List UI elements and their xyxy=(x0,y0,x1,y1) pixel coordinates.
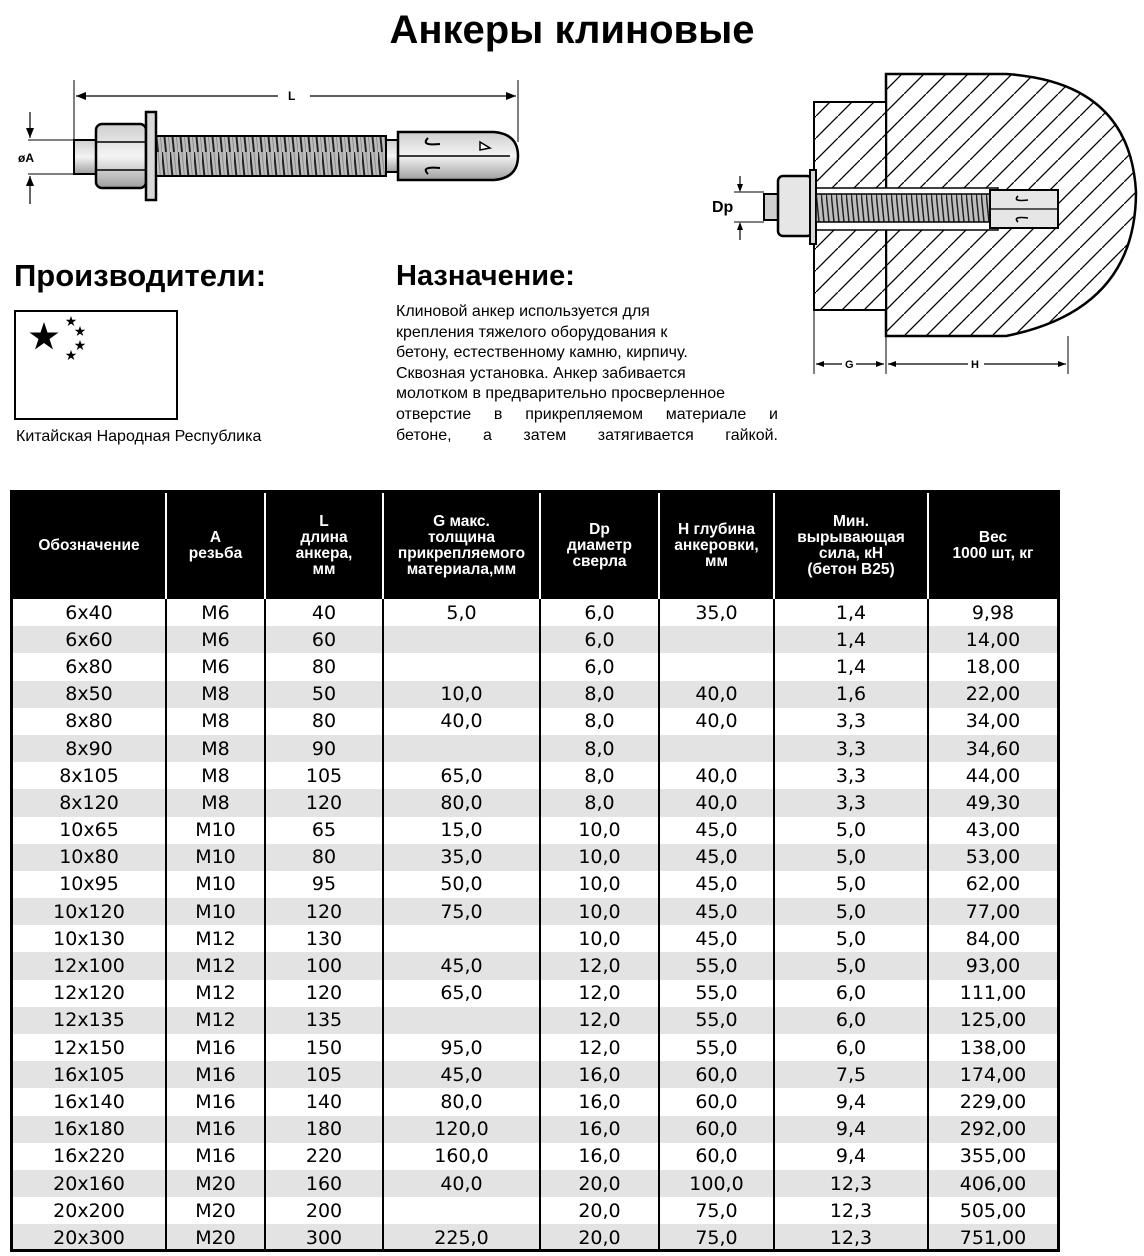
table-cell: 125,00 xyxy=(928,1007,1057,1034)
table-cell: 6,0 xyxy=(540,626,659,653)
table-cell: 160 xyxy=(265,1170,383,1197)
table-cell: 5,0 xyxy=(774,925,928,952)
table-cell: 49,30 xyxy=(928,789,1057,816)
table-cell: 225,0 xyxy=(383,1224,540,1251)
table-cell: 8x80 xyxy=(13,708,166,735)
purpose-line: молотком в предварительно просверленное xyxy=(396,385,726,403)
purpose-line: бетону, естественному камню, кирпичу. xyxy=(396,344,688,362)
table-cell: 10x120 xyxy=(13,898,166,925)
table-row xyxy=(13,735,1057,762)
table-cell: 20,0 xyxy=(540,1224,659,1251)
table-cell: M16 xyxy=(166,1061,265,1088)
table-cell: 35,0 xyxy=(383,844,540,871)
table-cell: 40,0 xyxy=(659,681,774,708)
table-cell: 95 xyxy=(265,871,383,898)
column-header: Мин. вырывающая сила, кН (бетон В25) xyxy=(774,493,928,599)
table-cell xyxy=(659,626,774,653)
table-cell: 16x140 xyxy=(13,1088,166,1115)
purpose-line: крепления тяжелого оборудования к xyxy=(396,323,668,341)
table-cell: M16 xyxy=(166,1143,265,1170)
table-cell: 8x50 xyxy=(13,681,166,708)
table-cell: 16x105 xyxy=(13,1061,166,1088)
table-cell: 12x120 xyxy=(13,980,166,1007)
table-cell: M12 xyxy=(166,925,265,952)
table-cell: 8,0 xyxy=(540,789,659,816)
table-row xyxy=(13,1034,1057,1061)
table-cell xyxy=(383,1007,540,1034)
table-cell: 1,4 xyxy=(774,653,928,680)
table-cell: 60 xyxy=(265,626,383,653)
table-cell: 111,00 xyxy=(928,980,1057,1007)
table-cell: 45,0 xyxy=(383,1061,540,1088)
table-cell: 9,4 xyxy=(774,1116,928,1143)
table-cell: 1,4 xyxy=(774,599,928,626)
table-cell: 75,0 xyxy=(659,1197,774,1224)
table-cell: 65,0 xyxy=(383,980,540,1007)
purpose-line: Клиновой анкер используется для xyxy=(396,303,650,320)
column-header: А резьба xyxy=(166,493,265,599)
page-title: Анкеры клиновые xyxy=(389,8,755,52)
table-cell: 40,0 xyxy=(659,708,774,735)
table-cell: M12 xyxy=(166,952,265,979)
table-cell: 60,0 xyxy=(659,1088,774,1115)
manufacturers-heading: Производители: xyxy=(14,258,267,293)
table-cell xyxy=(383,653,540,680)
table-cell: 34,00 xyxy=(928,708,1057,735)
table-cell: 9,98 xyxy=(928,599,1057,626)
table-row xyxy=(13,1088,1057,1115)
table-cell: 12,3 xyxy=(774,1170,928,1197)
table-cell: 3,3 xyxy=(774,708,928,735)
table-cell: 44,00 xyxy=(928,762,1057,789)
table-cell: 6x40 xyxy=(13,599,166,626)
purpose-text xyxy=(396,302,778,446)
table-cell: 5,0 xyxy=(774,898,928,925)
table-cell: 90 xyxy=(265,735,383,762)
table-cell: 100 xyxy=(265,952,383,979)
table-cell: 84,00 xyxy=(928,925,1057,952)
table-cell: 14,00 xyxy=(928,626,1057,653)
table-row xyxy=(13,1143,1057,1170)
table-cell: M10 xyxy=(166,898,265,925)
table-row xyxy=(13,708,1057,735)
table-cell: 10x65 xyxy=(13,817,166,844)
table-cell: 18,00 xyxy=(928,653,1057,680)
specs-table xyxy=(10,490,1060,1252)
table-cell: M16 xyxy=(166,1034,265,1061)
table-cell: 12,0 xyxy=(540,952,659,979)
table-cell: 5,0 xyxy=(774,871,928,898)
table-cell: 75,0 xyxy=(383,898,540,925)
table-row xyxy=(13,762,1057,789)
table-row xyxy=(13,626,1057,653)
length-label: L xyxy=(288,89,296,103)
table-cell: 12,3 xyxy=(774,1224,928,1251)
table-cell xyxy=(383,1197,540,1224)
table-row xyxy=(13,653,1057,680)
anchor-bolt-diagram xyxy=(10,72,530,212)
table-cell: 8,0 xyxy=(540,681,659,708)
table-cell: M10 xyxy=(166,844,265,871)
table-cell: 80 xyxy=(265,708,383,735)
table-cell: 138,00 xyxy=(928,1034,1057,1061)
table-cell xyxy=(659,653,774,680)
column-header: Dp диаметр сверла xyxy=(540,493,659,599)
table-cell: 20x200 xyxy=(13,1197,166,1224)
table-cell: 40,0 xyxy=(383,708,540,735)
table-row xyxy=(13,898,1057,925)
table-cell: 80 xyxy=(265,653,383,680)
table-cell: 8x90 xyxy=(13,735,166,762)
table-cell: 9,4 xyxy=(774,1143,928,1170)
table-cell: M20 xyxy=(166,1170,265,1197)
table-cell: 8x105 xyxy=(13,762,166,789)
table-cell: 12x100 xyxy=(13,952,166,979)
table-cell: 180 xyxy=(265,1116,383,1143)
table-cell: M8 xyxy=(166,681,265,708)
table-row xyxy=(13,1170,1057,1197)
table-cell: 50,0 xyxy=(383,871,540,898)
table-cell: 45,0 xyxy=(383,952,540,979)
table-cell: 95,0 xyxy=(383,1034,540,1061)
column-header: Обозначение xyxy=(13,493,166,599)
table-row xyxy=(13,817,1057,844)
table-cell: 8,0 xyxy=(540,708,659,735)
table-cell: 120 xyxy=(265,789,383,816)
table-cell: 10x95 xyxy=(13,871,166,898)
table-cell: 16,0 xyxy=(540,1143,659,1170)
china-flag-icon xyxy=(14,310,178,420)
table-cell: M8 xyxy=(166,762,265,789)
table-cell: 9,4 xyxy=(774,1088,928,1115)
table-cell: 12,0 xyxy=(540,1007,659,1034)
table-cell: 45,0 xyxy=(659,844,774,871)
table-cell: 6,0 xyxy=(774,1007,928,1034)
table-cell: 1,6 xyxy=(774,681,928,708)
table-cell: 200 xyxy=(265,1197,383,1224)
table-cell: 40,0 xyxy=(659,789,774,816)
table-cell: 53,00 xyxy=(928,844,1057,871)
table-cell: 10,0 xyxy=(540,871,659,898)
table-row xyxy=(13,980,1057,1007)
g-label: G xyxy=(845,359,854,371)
purpose-line: бетоне, а затем затягивается гайкой. xyxy=(396,426,778,444)
table-cell: 100,0 xyxy=(659,1170,774,1197)
table-cell: 406,00 xyxy=(928,1170,1057,1197)
table-cell: 10x80 xyxy=(13,844,166,871)
purpose-line: Сквозная установка. Анкер забивается xyxy=(396,364,686,382)
table-row xyxy=(13,789,1057,816)
table-row xyxy=(13,1116,1057,1143)
table-cell: 35,0 xyxy=(659,599,774,626)
table-cell: 220 xyxy=(265,1143,383,1170)
table-cell: 160,0 xyxy=(383,1143,540,1170)
table-cell: 65,0 xyxy=(383,762,540,789)
table-cell: 6x80 xyxy=(13,653,166,680)
drill-label: Dp xyxy=(712,199,734,216)
table-cell: 505,00 xyxy=(928,1197,1057,1224)
table-cell: 10,0 xyxy=(540,844,659,871)
table-cell: 12x135 xyxy=(13,1007,166,1034)
table-cell: 20,0 xyxy=(540,1197,659,1224)
table-cell: 60,0 xyxy=(659,1143,774,1170)
table-cell: 40,0 xyxy=(659,762,774,789)
table-cell: 3,3 xyxy=(774,762,928,789)
h-label: H xyxy=(971,359,979,371)
table-cell: 229,00 xyxy=(928,1088,1057,1115)
table-cell: 55,0 xyxy=(659,1034,774,1061)
purpose-line: отверстие в прикрепляемом материале и xyxy=(396,405,778,423)
table-row xyxy=(13,844,1057,871)
table-cell xyxy=(383,626,540,653)
table-cell: 45,0 xyxy=(659,871,774,898)
table-cell: 75,0 xyxy=(659,1224,774,1251)
table-cell: 5,0 xyxy=(774,817,928,844)
table-cell: 5,0 xyxy=(774,844,928,871)
table-cell: 55,0 xyxy=(659,1007,774,1034)
table-cell: 6,0 xyxy=(540,599,659,626)
table-cell: 135 xyxy=(265,1007,383,1034)
table-cell: 6,0 xyxy=(774,980,928,1007)
table-cell: 10,0 xyxy=(540,898,659,925)
table-row xyxy=(13,1224,1057,1251)
table-row xyxy=(13,681,1057,708)
table-cell: 355,00 xyxy=(928,1143,1057,1170)
manufacturer-country: Китайская Народная Республика xyxy=(16,428,262,445)
table-cell: 20x300 xyxy=(13,1224,166,1251)
table-cell: M16 xyxy=(166,1116,265,1143)
table-cell: 16x180 xyxy=(13,1116,166,1143)
table-cell: 12,0 xyxy=(540,980,659,1007)
table-cell xyxy=(383,735,540,762)
table-cell: 150 xyxy=(265,1034,383,1061)
table-cell: 15,0 xyxy=(383,817,540,844)
column-header: L длина анкера, мм xyxy=(265,493,383,599)
table-cell: 77,00 xyxy=(928,898,1057,925)
table-row xyxy=(13,952,1057,979)
table-cell: 10x130 xyxy=(13,925,166,952)
table-cell: 8x120 xyxy=(13,789,166,816)
table-cell: 65 xyxy=(265,817,383,844)
table-cell: 16,0 xyxy=(540,1061,659,1088)
table-cell: 8,0 xyxy=(540,735,659,762)
table-cell: 93,00 xyxy=(928,952,1057,979)
table-cell: 45,0 xyxy=(659,925,774,952)
table-row xyxy=(13,871,1057,898)
column-header: G макс. толщина прикрепляемого материала,мм xyxy=(383,493,540,599)
column-header: Н глубина анкеровки, мм xyxy=(659,493,774,599)
table-row xyxy=(13,1061,1057,1088)
table-cell: 105 xyxy=(265,1061,383,1088)
table-cell xyxy=(383,925,540,952)
table-cell: 60,0 xyxy=(659,1061,774,1088)
table-cell: 120 xyxy=(265,898,383,925)
table-cell: 174,00 xyxy=(928,1061,1057,1088)
table-cell: 16,0 xyxy=(540,1088,659,1115)
table-cell: M20 xyxy=(166,1197,265,1224)
table-cell: 130 xyxy=(265,925,383,952)
table-cell: 80,0 xyxy=(383,1088,540,1115)
table-cell: 10,0 xyxy=(383,681,540,708)
table-cell: 34,60 xyxy=(928,735,1057,762)
table-cell: M10 xyxy=(166,817,265,844)
table-cell: 16x220 xyxy=(13,1143,166,1170)
table-cell: 80,0 xyxy=(383,789,540,816)
table-cell: 22,00 xyxy=(928,681,1057,708)
table-cell: M8 xyxy=(166,708,265,735)
table-cell: 8,0 xyxy=(540,762,659,789)
table-cell: M10 xyxy=(166,871,265,898)
table-cell: 43,00 xyxy=(928,817,1057,844)
table-cell: 105 xyxy=(265,762,383,789)
diameter-label: øA xyxy=(18,151,34,165)
table-cell: 55,0 xyxy=(659,980,774,1007)
table-cell: 40,0 xyxy=(383,1170,540,1197)
table-cell: M12 xyxy=(166,980,265,1007)
column-header: Вес 1000 шт, кг xyxy=(928,493,1057,599)
table-cell: 50 xyxy=(265,681,383,708)
table-cell: 300 xyxy=(265,1224,383,1251)
table-cell: M16 xyxy=(166,1088,265,1115)
table-cell xyxy=(659,735,774,762)
table-row xyxy=(13,1197,1057,1224)
table-cell: 5,0 xyxy=(774,952,928,979)
table-cell: M6 xyxy=(166,653,265,680)
table-header-row xyxy=(13,493,1057,599)
table-cell: 20x160 xyxy=(13,1170,166,1197)
table-cell: 751,00 xyxy=(928,1224,1057,1251)
table-cell: 60,0 xyxy=(659,1116,774,1143)
table-cell: 16,0 xyxy=(540,1116,659,1143)
table-cell: 140 xyxy=(265,1088,383,1115)
table-cell: 45,0 xyxy=(659,817,774,844)
table-cell: 20,0 xyxy=(540,1170,659,1197)
table-cell: M8 xyxy=(166,789,265,816)
table-cell: M8 xyxy=(166,735,265,762)
table-cell: 45,0 xyxy=(659,898,774,925)
table-cell: 7,5 xyxy=(774,1061,928,1088)
table-cell: 6,0 xyxy=(774,1034,928,1061)
table-cell: 3,3 xyxy=(774,735,928,762)
table-cell: M20 xyxy=(166,1224,265,1251)
table-cell: 292,00 xyxy=(928,1116,1057,1143)
table-cell: 5,0 xyxy=(383,599,540,626)
table-row xyxy=(13,599,1057,626)
table-cell: 1,4 xyxy=(774,626,928,653)
table-cell: M6 xyxy=(166,599,265,626)
table-cell: M6 xyxy=(166,626,265,653)
table-row xyxy=(13,1007,1057,1034)
table-cell: 55,0 xyxy=(659,952,774,979)
table-cell: 40 xyxy=(265,599,383,626)
table-cell: 120 xyxy=(265,980,383,1007)
table-cell: 12,0 xyxy=(540,1034,659,1061)
table-cell: M12 xyxy=(166,1007,265,1034)
table-cell: 10,0 xyxy=(540,925,659,952)
table-body xyxy=(13,599,1057,1252)
table-cell: 62,00 xyxy=(928,871,1057,898)
table-cell: 6x60 xyxy=(13,626,166,653)
table-cell: 10,0 xyxy=(540,817,659,844)
table-cell: 6,0 xyxy=(540,653,659,680)
table-cell: 80 xyxy=(265,844,383,871)
table-row xyxy=(13,925,1057,952)
table-cell: 3,3 xyxy=(774,789,928,816)
table-cell: 120,0 xyxy=(383,1116,540,1143)
table-cell: 12x150 xyxy=(13,1034,166,1061)
table-cell: 12,3 xyxy=(774,1197,928,1224)
purpose-heading: Назначение: xyxy=(396,260,575,292)
